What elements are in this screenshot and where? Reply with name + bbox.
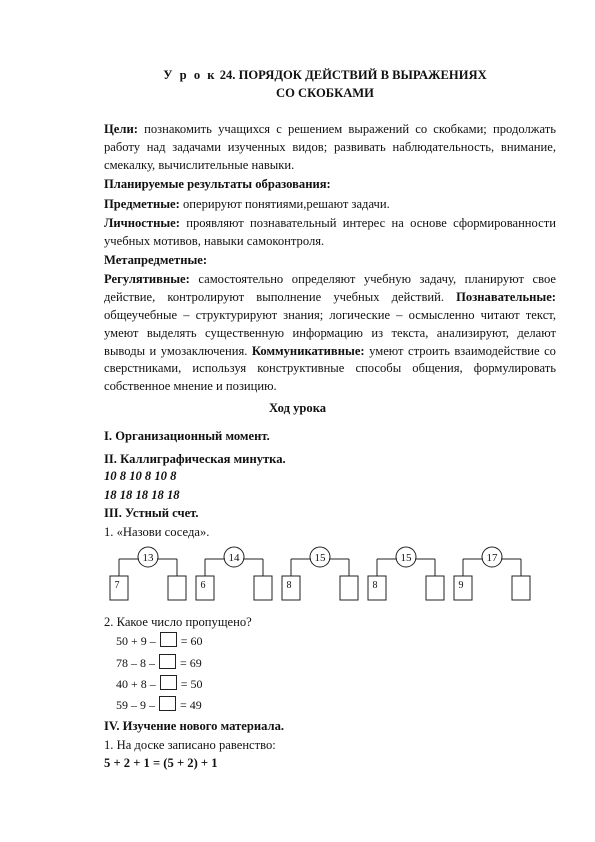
neighbor-center-number: 15 [400, 552, 412, 564]
missing-row-4 [116, 696, 202, 714]
subject-results [104, 196, 556, 214]
answer-box[interactable] [159, 696, 176, 711]
neighbor-center-number: 15 [314, 552, 326, 564]
cognitive-text: общеучебные – структурируют знания; логические – осмысленно читают текст, умеют выделять существенную информацию из текста, анализируют, делают выводы и умозаключения. [104, 307, 556, 358]
task-name-neighbor: 1. «Назови соседа». [104, 525, 210, 539]
missing-expr-before: 40 + 8 – [116, 677, 159, 691]
regulatory-text: самостоятельно определяют учебную задачу, планируют свое действие, контролируют выполнение учебных действий. [104, 272, 556, 304]
missing-expr-after: = 50 [177, 677, 203, 691]
communicative-text: умеют строить взаимодействие со сверстниками, используя конструктивные способы общения, формулировать собственное мнение и позицию. [104, 343, 556, 394]
lesson-course-heading: Ход урока [268, 401, 327, 415]
communicative-label: Коммуникативные: [251, 343, 365, 358]
meta-heading: Метапредметные: [104, 253, 208, 267]
neighbor-left-number: 6 [200, 580, 206, 591]
answer-box[interactable] [159, 654, 176, 669]
answer-box[interactable] [160, 632, 177, 647]
lesson-word: У р о к [163, 68, 217, 82]
section-mental-count: III. Устный счет. [104, 506, 199, 520]
goals-label: Цели: [104, 122, 138, 136]
lesson-title-line1 [90, 66, 560, 84]
personal-label: Личностные: [104, 216, 180, 230]
regulatory-label: Регулятивные: [104, 272, 190, 286]
missing-row-3 [116, 675, 203, 693]
neighbor-right-box[interactable] [254, 576, 272, 600]
personal-text: проявляют познавательный интерес на основе сформированности учебных мотивов, навыки самоконтроля. [104, 216, 556, 248]
neighbor-left-number: 7 [114, 580, 120, 591]
missing-row-2 [116, 654, 202, 672]
missing-row-1 [116, 632, 203, 650]
neighbor-center-number: 13 [142, 552, 154, 564]
section-org-moment: I. Организационный момент. [104, 429, 270, 443]
missing-expr-before: 78 – 8 – [116, 656, 158, 670]
neighbor-left-number: 9 [458, 580, 464, 591]
neighbor-left-number: 8 [286, 580, 292, 591]
calligraphy-line-1: 10 8 10 8 10 8 [104, 469, 177, 483]
cognitive-label: Познавательные: [456, 289, 556, 304]
lesson-title-rest: 24. ПОРЯДОК ДЕЙСТВИЙ В ВЫРАЖЕНИЯХ [219, 68, 487, 82]
board-equality: 5 + 2 + 1 = (5 + 2) + 1 [104, 756, 218, 770]
neighbor-right-box[interactable] [168, 576, 186, 600]
task-board-equality: 1. На доске записано равенство: [104, 738, 276, 752]
task-missing-number: 2. Какое число пропущено? [104, 615, 252, 629]
neighbor-right-box[interactable] [512, 576, 530, 600]
missing-expr-after: = 60 [177, 634, 203, 648]
lesson-title-line2: СО СКОБКАМИ [276, 86, 374, 101]
missing-expr-after: = 49 [177, 698, 202, 712]
neighbor-diagram-svg [0, 542, 595, 612]
meta-paragraph [104, 271, 556, 396]
subject-label: Предметные: [104, 197, 180, 211]
planned-results-heading: Планируемые результаты образования: [104, 177, 331, 191]
answer-box[interactable] [160, 675, 177, 690]
missing-expr-before: 59 – 9 – [116, 698, 158, 712]
calligraphy-line-2: 18 18 18 18 18 [104, 488, 180, 502]
neighbor-center-number: 17 [486, 552, 498, 564]
goals-text: познакомить учащихся с решением выражений со скобками; продолжать работу над задачами изученных видов; развивать наблюдательность, внимание, смекалку, вычислительные навыки. [104, 122, 556, 172]
goals-paragraph [104, 121, 556, 175]
section-new-material: IV. Изучение нового материала. [104, 719, 285, 733]
personal-results [104, 215, 556, 251]
neighbor-center-number: 14 [228, 552, 240, 564]
lesson-title [90, 66, 560, 103]
neighbor-left-number: 8 [372, 580, 378, 591]
missing-expr-after: = 69 [177, 656, 202, 670]
section-calligraphy: II. Каллиграфическая минутка. [104, 452, 286, 466]
neighbor-right-box[interactable] [426, 576, 444, 600]
subject-text: оперируют понятиями,решают задачи. [179, 197, 390, 211]
neighbor-right-box[interactable] [340, 576, 358, 600]
missing-expr-before: 50 + 9 – [116, 634, 159, 648]
